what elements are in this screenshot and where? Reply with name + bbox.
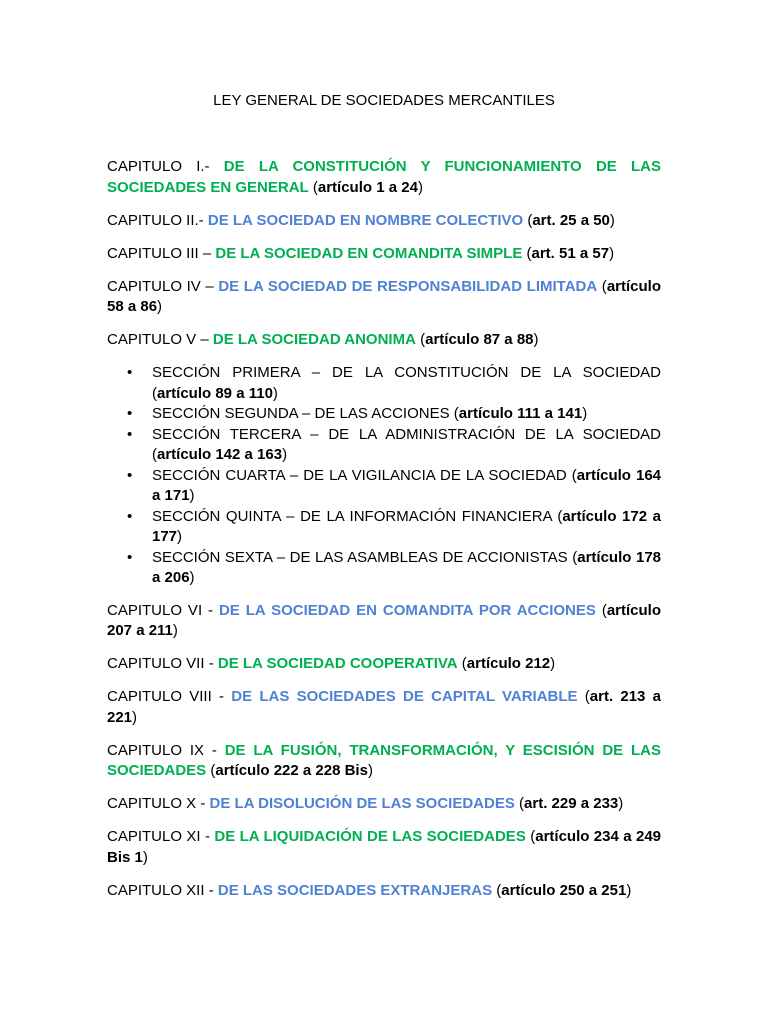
chapter-range: art. 229 a 233 [524,795,619,812]
chapter-5: CAPITULO V – DE LA SOCIEDAD ANONIMA (artículo 87 a 88) [107,331,539,348]
chapter-range: artículo 1 a 24 [317,178,418,196]
chapter-prefix: CAPITULO III – [107,244,216,262]
chapter-8: CAPITULO VIII - DE LAS SOCIEDADES DE CAPITAL VARIABLE (art. 213 a 221) [107,688,661,726]
chapter-prefix: CAPITULO XII - [107,881,218,899]
chapter-name: DE LA SOCIEDAD EN COMANDITA SIMPLE [215,244,523,262]
chapter-6: CAPITULO VI - DE LA SOCIEDAD EN COMANDITA POR ACCIONES (artículo 207 a 211) [107,601,661,639]
chapter-name: DE LA SOCIEDAD ANONIMA [212,331,416,348]
chapter-3: CAPITULO III – DE LA SOCIEDAD EN COMANDITA SIMPLE (art. 51 a 57) [107,244,615,262]
section-range: artículo 111 a 141 [458,405,583,422]
chapter-prefix: CAPITULO VIII - [107,688,232,705]
chapter-range: art. 25 a 50 [532,211,610,229]
chapter-prefix: CAPITULO IV – [107,277,219,295]
chapter-prefix: CAPITULO X - [107,795,210,812]
chapter-prefix: CAPITULO VII - [107,655,218,672]
section-range: artículo 178 a 206 [152,548,662,586]
chapter-prefix: CAPITULO XI - [107,828,215,845]
chapter-name: DE LA DISOLUCIÓN DE LAS SOCIEDADES [209,795,515,812]
section-range: artículo 164 a 171 [152,466,662,504]
chapter-range: artículo 222 a 228 Bis [215,762,368,779]
bullet-icon: • [127,364,133,381]
section-range: artículo 89 a 110 [157,384,273,402]
chapter-prefix: CAPITULO II.- [107,211,208,229]
chapter-prefix: CAPITULO IX - [107,741,225,759]
section-text: SECCIÓN CUARTA – DE LA VIGILANCIA DE LA SOCIEDAD [152,466,572,484]
chapter-1: CAPITULO I.- DE LA CONSTITUCIÓN Y FUNCIONAMIENTO DE LAS SOCIEDADES EN GENERAL (artículo 1 a 24) [107,158,661,196]
chapter-range: artículo 87 a 88 [425,331,534,348]
chapter-range: artículo 58 a 86 [107,277,661,315]
chapter-9: CAPITULO IX - DE LA FUSIÓN, TRANSFORMACIÓN, Y ESCISIÓN DE LAS SOCIEDADES (artículo 222 a 228 Bis) [107,741,661,779]
list-item: • SECCIÓN SEGUNDA – DE LAS ACCIONES (artículo 111 a 141) [107,404,661,425]
document-body [107,157,661,914]
document-title: LEY GENERAL DE SOCIEDADES MERCANTILES [213,92,555,109]
bullet-icon: • [127,548,133,566]
chapter-2: CAPITULO II.- DE LA SOCIEDAD EN NOMBRE COLECTIVO (art. 25 a 50) [107,211,615,229]
chapter-prefix: CAPITULO VI - [107,601,219,619]
list-item: • SECCIÓN SEXTA – DE LAS ASAMBLEAS DE ACCIONISTAS (artículo 178 a 206) [127,548,662,586]
chapter-prefix: CAPITULO I.- [107,158,224,175]
chapter-name: DE LA SOCIEDAD EN COMANDITA POR ACCIONES [218,601,596,619]
list-item: • SECCIÓN QUINTA – DE LA INFORMACIÓN FINANCIERA (artículo 172 a 177) [127,507,661,545]
bullet-icon: • [127,425,133,443]
chapter-range: artículo 234 a 249 Bis 1 [107,828,661,866]
chapter-range: art. 51 a 57 [531,244,610,262]
section-text: SECCIÓN PRIMERA – DE LA CONSTITUCIÓN DE LA SOCIEDAD [152,364,661,381]
chapter-10: CAPITULO X - DE LA DISOLUCIÓN DE LAS SOCIEDADES (art. 229 a 233) [107,795,624,812]
bullet-icon: • [127,405,133,422]
chapter-name: DE LAS SOCIEDADES EXTRANJERAS [217,881,493,899]
list-item: • SECCIÓN PRIMERA – DE LA CONSTITUCIÓN DE LA SOCIEDAD (artículo 89 a 110) [127,364,661,402]
chapter-name: DE LA FUSIÓN, TRANSFORMACIÓN, Y ESCISIÓN DE LAS SOCIEDADES [107,741,661,779]
chapter-range: artículo 250 a 251 [501,881,627,899]
chapter-range: art. 213 a 221 [107,688,661,726]
section-text: SECCIÓN QUINTA – DE LA INFORMACIÓN FINANCIERA [152,507,558,525]
chapter-range: artículo 207 a 211 [107,601,661,639]
bullet-icon: • [127,507,133,525]
chapter-range: artículo 212 [466,655,551,672]
section-text: SECCIÓN SEGUNDA – DE LAS ACCIONES [152,405,454,422]
chapter-12: CAPITULO XII - DE LAS SOCIEDADES EXTRANJERAS (artículo 250 a 251) [107,881,632,899]
section-text: SECCIÓN TERCERA – DE LA ADMINISTRACIÓN DE LA SOCIEDAD [152,425,661,443]
section-text: SECCIÓN SEXTA – DE LAS ASAMBLEAS DE ACCIONISTAS [152,548,573,566]
chapter-4: CAPITULO IV – DE LA SOCIEDAD DE RESPONSABILIDAD LIMITADA (artículo 58 a 86) [107,277,661,315]
list-item: • SECCIÓN TERCERA – DE LA ADMINISTRACIÓN DE LA SOCIEDAD (artículo 142 a 163) [127,425,661,463]
chapter-name: DE LA LIQUIDACIÓN DE LAS SOCIEDADES [214,828,526,845]
chapter-name: DE LA SOCIEDAD COOPERATIVA [217,655,458,672]
chapter-prefix: CAPITULO V – [107,331,213,348]
chapter-name: DE LA SOCIEDAD DE RESPONSABILIDAD LIMITADA [218,277,598,295]
chapter-name: DE LAS SOCIEDADES DE CAPITAL VARIABLE [231,688,578,705]
bullet-icon: • [127,466,133,484]
chapter-name: DE LA CONSTITUCIÓN Y FUNCIONAMIENTO DE LAS SOCIEDADES EN GENERAL [107,158,661,196]
section-range: artículo 142 a 163 [157,446,283,463]
section-range: artículo 172 a 177 [152,507,661,545]
section-list [107,363,661,589]
list-item: • SECCIÓN CUARTA – DE LA VIGILANCIA DE LA SOCIEDAD (artículo 164 a 171) [127,466,662,504]
chapter-name: DE LA SOCIEDAD EN NOMBRE COLECTIVO [207,211,524,229]
chapter-11: CAPITULO XI - DE LA LIQUIDACIÓN DE LAS SOCIEDADES (artículo 234 a 249 Bis 1) [107,828,661,866]
chapter-7: CAPITULO VII - DE LA SOCIEDAD COOPERATIVA (artículo 212) [107,655,556,672]
